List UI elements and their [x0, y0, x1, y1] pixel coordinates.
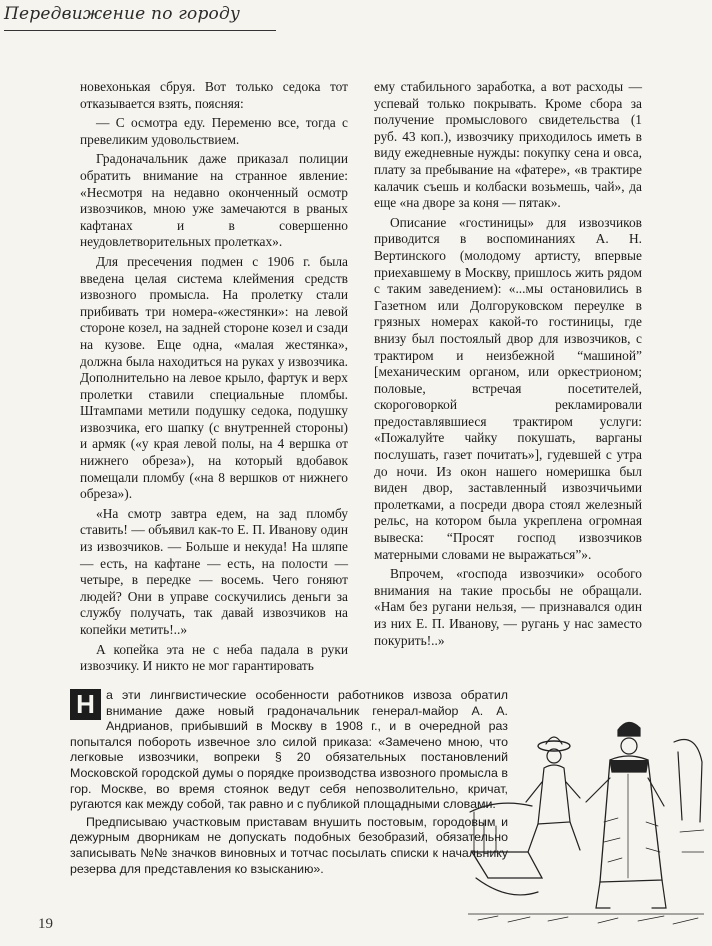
paragraph: Описание «гостиницы» для извозчиков приводится в воспоминаниях А. Н. Вертинского (молодому артисту, впервые приехавшему в Москву, пришлось жить рядом с таким заведением): «...мы остановились в Газетном или Долгоруковском переулке в грязных номерах какой-то гостиницы, где внизу был постоялый двор для извозчиков, с трактиром и неизбежной “машиной” [механическим органом, или оркестрионом; половые, встречая посетителей, скороговоркой рекламировали предоставлявшиеся трактиром услуги: «Пожалуйте чайку покушать, варганы послушать, газет почитать»], гудевшей с утра до ночи. Из окон нашего номеришка был виден двор, заставленный извозчичьими пролетками, а посреди двора стоял железный рельс, на котором была укреплена огромная вывеска: “Просят господ извозчиков матерными словами не выражаться”». — [374, 214, 642, 562]
header-rule — [4, 30, 276, 31]
paragraph: Впрочем, «господа извозчики» особого внимания на такие просьбы не обращали. «Нам без ругани нельзя, — признавался один из них Е. П. Иванову, — ругань у нас заместо покурить!..» — [374, 566, 642, 648]
sidebar-paragraph — [70, 688, 508, 813]
paragraph: Для пресечения подмен с 1906 г. была введена целая система клеймения средств извозного промысла. На пролетку стали прибивать три номера-«жестянки»: на левой стороне козел, на задней стороне козел и сзади на кузове. Еще одна, «малая жестянка», должна была находиться на руках у извозчика. Дополнительно на левое крыло, фартук и верх пролетки ставили специальные пломбы. Штампами метили подушку седока, подушку извозчика, его шапку (с внутренней стороны) и армяк («у края левой полы, на 4 вершка от нижнего обреза»), на который вдобавок помещали пломбу («на 8 вершков от нижнего обреза»). — [80, 253, 348, 502]
paragraph: Градоначальник даже приказал полиции обратить внимание на странное явление: «Несмотря на недавно оконченный осмотр извозчиков, мною уже замечаются в рваных кафтанах и в совершенно неудовлетворительных пролетках». — [80, 151, 348, 250]
sidebar-text: а эти лингвистические особенности работников извоза обратил внимание даже новый градоначальник генерал-майор А. А. Андрианов, прибывший в Москву в 1908 г., и в очередной раз попытался побороть извечное зло силой приказа: «Замечено мною, что легковые извозчики, вопреки § 20 обязательных постановлений Московской городской думы о порядке производства извозного промысла в гор. Москве, во время стоянок ведут себя непозволительно, кричат, ругаются как между собой, так равно и с публикой площадными словами. — [70, 688, 508, 812]
left-column — [80, 79, 348, 675]
paragraph: «На смотр завтра едем, на зад пломбу ставить! — объявил как-то Е. П. Иванову один из извозчиков. — Больше и некуда! На шляпе — есть, на кафтане — есть, на полости — четыре, в передке — восемь. Чего гоняют людей? Они в управе соскучились деньги за службу получать, так давай извозчиков на копейки метить!..» — [80, 505, 348, 637]
sidebar-quote — [70, 688, 508, 877]
paragraph: ему стабильного заработка, а вот расходы — успевай только покрывать. Кроме сбора за получение промыслового свидетельства (1 руб. 43 коп.), извозчику приходилось иметь в виду ежедневные нужды: покупку сена и овса, плату за пребывание на «фатере», «в трактире калачик съешь и колбаски возьмешь, чай», да еще «на дворе за коня — пятак». — [374, 79, 642, 211]
page-number: 19 — [38, 916, 53, 932]
right-column — [374, 79, 642, 649]
paragraph: — С осмотра еду. Переменю все, тогда с превеликим удовольствием. — [80, 115, 348, 147]
running-header: Передвижение по городу — [4, 4, 241, 24]
illustration-sketch — [468, 702, 704, 928]
drop-cap: Н — [70, 689, 101, 720]
sidebar-paragraph: Предписываю участковым приставам внушить постовым, городовым и дежурным дворникам не допускать подобных безобразий, обязательно записывать №№ значков виновных и тотчас посылать списки к начальнику резерва для представления ко взысканию». — [70, 814, 508, 876]
paragraph: А копейка эта не с неба падала в руки извозчику. И никто не мог гарантировать — [80, 641, 348, 674]
paragraph: новехонькая сбруя. Вот только седока тот отказывается взять, поясняя: — [80, 79, 348, 111]
